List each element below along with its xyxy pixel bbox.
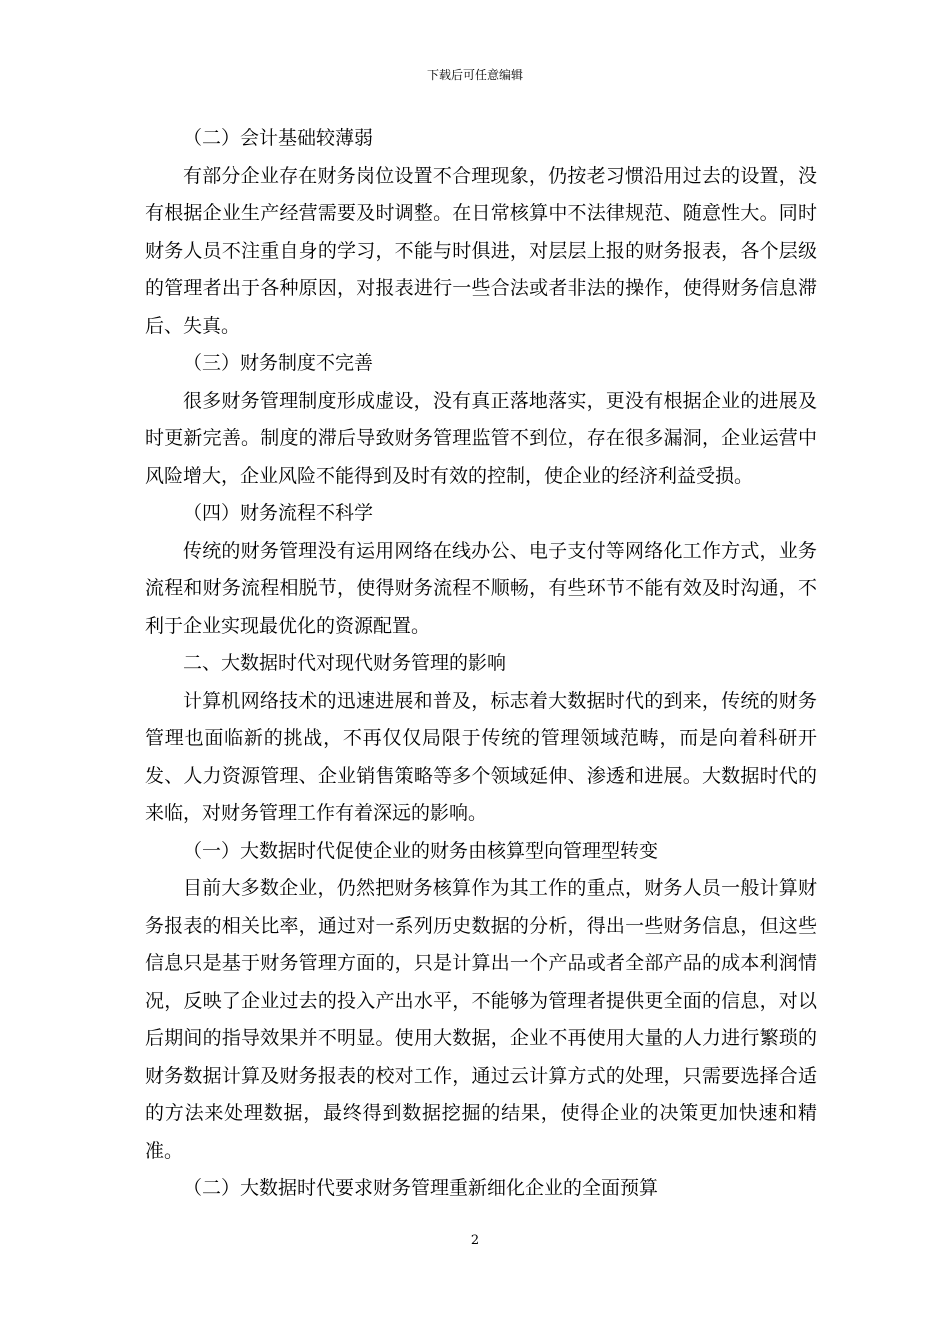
section-heading: （三）财务制度不完善	[183, 352, 374, 374]
body-paragraph: 有部分企业存在财务岗位设置不合理现象，仍按老习惯沿用过去的设置，没有根据企业生产经营需要及时调整。在日常核算中不法律规范、随意性大。同时财务人员不注重自身的学习，不能与时俱进，对层层上报的财务报表，各个层级的管理者出于各种原因，对报表进行一些合法或者非法的操作，使得财务信息滞后、失真。	[145, 164, 817, 337]
chapter-heading: 二、大数据时代对现代财务管理的影响	[183, 652, 507, 674]
body-paragraph: 很多财务管理制度形成虚设，没有真正落地落实，更没有根据企业的进展及时更新完善。制度的滞后导致财务管理监管不到位，存在很多漏洞，企业运营中风险增大，企业风险不能得到及时有效的控制，使企业的经济利益受损。	[145, 389, 817, 487]
body-paragraph: 目前大多数企业，仍然把财务核算作为其工作的重点，财务人员一般计算财务报表的相关比率，通过对一系列历史数据的分析，得出一些财务信息，但这些信息只是基于财务管理方面的，只是计算出一个产品或者全部产品的成本利润情况，反映了企业过去的投入产出水平，不能够为管理者提供更全面的信息，对以后期间的指导效果并不明显。使用大数据，企业不再使用大量的人力进行繁琐的财务数据计算及财务报表的校对工作，通过云计算方式的处理，只需要选择合适的方法来处理数据，最终得到数据挖掘的结果，使得企业的决策更加快速和精准。	[145, 877, 817, 1162]
section-heading: （二）会计基础较薄弱	[183, 127, 374, 149]
page-header: 下载后可任意编辑	[426, 68, 523, 82]
body-paragraph: 传统的财务管理没有运用网络在线办公、电子支付等网络化工作方式，业务流程和财务流程相脱节，使得财务流程不顺畅，有些环节不能有效及时沟通，不利于企业实现最优化的资源配置。	[145, 539, 817, 637]
page-number: 2	[470, 1233, 480, 1248]
section-heading: （四）财务流程不科学	[183, 502, 374, 524]
section-heading: （一）大数据时代促使企业的财务由核算型向管理型转变	[183, 839, 659, 862]
document-body	[145, 120, 817, 1208]
section-heading: （二）大数据时代要求财务管理重新细化企业的全面预算	[183, 1177, 659, 1199]
body-paragraph: 计算机网络技术的迅速进展和普及，标志着大数据时代的到来，传统的财务管理也面临新的挑战，不再仅仅局限于传统的管理领域范畴，而是向着科研开发、人力资源管理、企业销售策略等多个领域延伸、渗透和进展。大数据时代的来临，对财务管理工作有着深远的影响。	[145, 689, 817, 824]
